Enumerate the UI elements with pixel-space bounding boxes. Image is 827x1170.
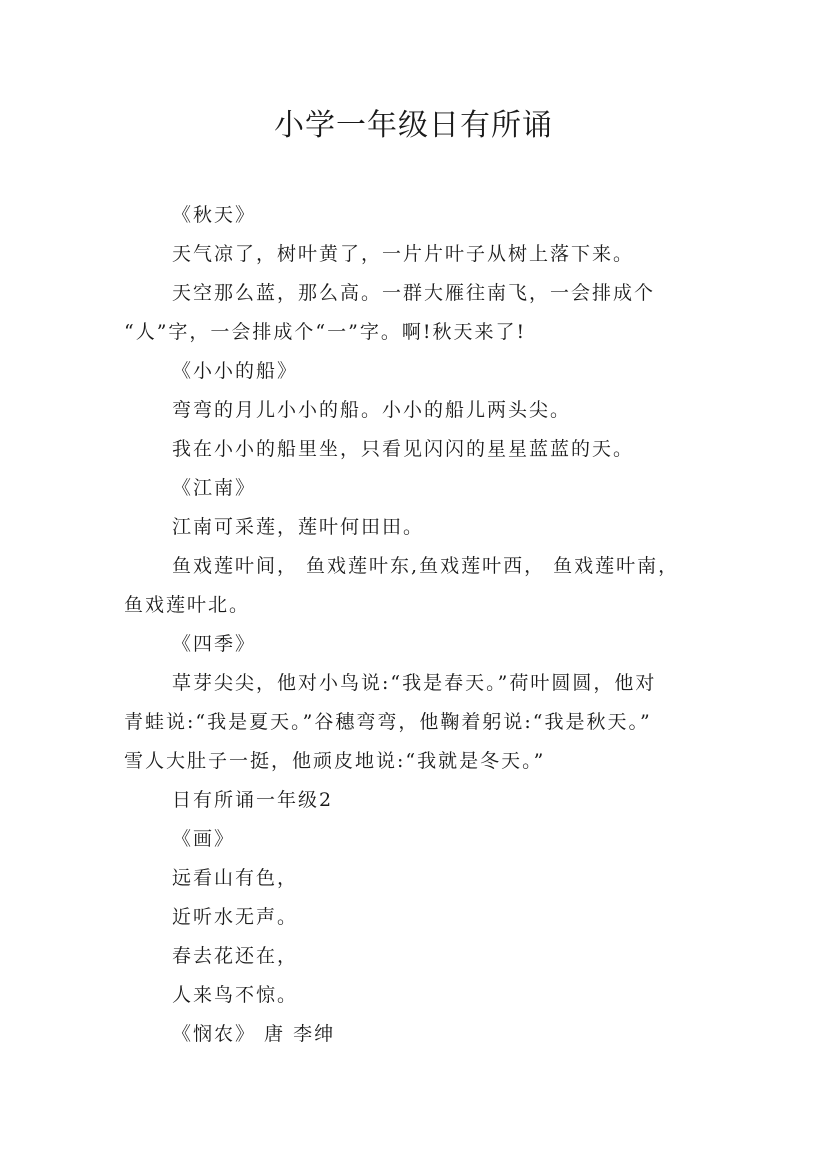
text-line: 天气凉了，树叶黄了，一片片叶子从树上落下来。 <box>172 243 635 265</box>
text-line: 《秋天》 <box>172 204 257 226</box>
text-line: 我在小小的船里坐，只看见闪闪的星星蓝蓝的天。 <box>172 438 635 460</box>
text-line: 《悯农》 唐 李绅 <box>172 1023 336 1045</box>
page-title: 小学一年级日有所诵 <box>274 108 553 143</box>
document-body <box>124 196 714 1054</box>
text-line: 人来鸟不惊。 <box>172 984 299 1006</box>
text-line: 《画》 <box>172 828 236 850</box>
text-line: 远看山有色， <box>172 867 299 889</box>
text-line: 弯弯的月儿小小的船。小小的船儿两头尖。 <box>172 399 572 421</box>
text-line: 日有所诵一年级2 <box>172 789 334 811</box>
text-line: 雪人大肚子一挺，他顽皮地说:“我就是冬天。” <box>124 750 546 772</box>
text-line: 鱼戏莲叶北。 <box>124 594 251 616</box>
text-line: “人”字，一会排成个“一”字。啊!秋天来了! <box>124 321 527 343</box>
text-line: 近听水无声。 <box>172 906 299 928</box>
text-line: 春去花还在， <box>172 945 299 967</box>
text-line: 《四季》 <box>172 633 257 655</box>
text-line: 江南可采莲，莲叶何田田。 <box>172 516 425 538</box>
text-line: 草芽尖尖，他对小鸟说:“我是春天。”荷叶圆圆，他对 <box>172 672 657 694</box>
text-line: 《江南》 <box>172 477 257 499</box>
text-line: 青蛙说:“我是夏天。”谷穗弯弯，他鞠着躬说:“我是秋天。” <box>124 711 652 733</box>
text-line: 鱼戏莲叶间， 鱼戏莲叶东,鱼戏莲叶西， 鱼戏莲叶南， <box>172 555 680 577</box>
text-line: 《小小的船》 <box>172 360 299 382</box>
text-line: 天空那么蓝，那么高。一群大雁往南飞，一会排成个 <box>172 282 656 304</box>
